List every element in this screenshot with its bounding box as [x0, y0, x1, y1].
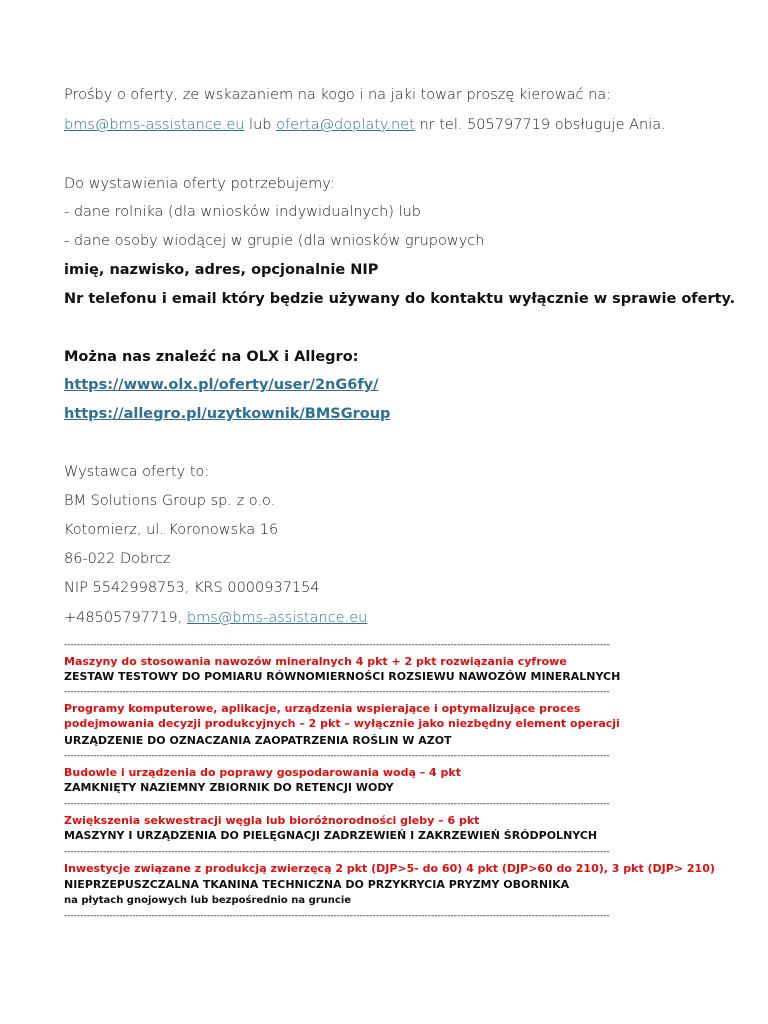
allegro-line: [64, 404, 390, 424]
issuer-phone: +48505797719,: [64, 610, 187, 626]
issuer-contact: [64, 608, 367, 628]
section-2-product: URZĄDZENIE DO OZNACZANIA ZAOPATRZENIA ROŚLIN W AZOT: [64, 734, 452, 747]
section-5-note: na płytach gnojowych lub bezpośrednio na gruncie: [64, 895, 352, 906]
requirement-bold-2: Nr telefonu i email który będzie używany do kontaktu wyłącznie w sprawie oferty.: [64, 291, 736, 307]
section-1-product: ZESTAW TESTOWY DO POMIARU RÓWNOMIERNOŚCI ROZSIEWU NAWOZÓW MINERALNYCH: [64, 670, 621, 683]
lub-text: lub: [244, 117, 277, 133]
requirement-item-1: - dane rolnika (dla wniosków indywidualnych) lub: [64, 204, 421, 220]
issuer-heading: Wystawca oferty to:: [64, 464, 210, 480]
divider: ------------------------------------------------------------------------------------------------------------------------------------------------------------------------: [64, 687, 610, 697]
olx-line: [64, 375, 378, 395]
section-4-product: MASZYNY I URZĄDZENIA DO PIELĘGNACJI ZADRZEWIEŃ I ZAKRZEWIEŃ ŚRÓDPOLNYCH: [64, 829, 598, 842]
section-4-criteria: Zwiększenia sekwestracji węgla lub bioróżnorodności gleby – 6 pkt: [64, 814, 480, 827]
section-1-criteria: Maszyny do stosowania nawozów mineralnych 4 pkt + 2 pkt rozwiązania cyfrowe: [64, 655, 567, 668]
issuer-postal: 86-022 Dobrcz: [64, 551, 171, 567]
section-5-criteria: Inwestycje związane z produkcją zwierzęcą 2 pkt (DJP>5- do 60) 4 pkt (DJP>60 do 210), 3 pkt (DJP> 210): [64, 862, 715, 875]
issuer-address: Kotomierz, ul. Koronowska 16: [64, 522, 279, 538]
divider: ------------------------------------------------------------------------------------------------------------------------------------------------------------------------: [64, 911, 610, 921]
intro-line: Prośby o oferty, ze wskazaniem na kogo i na jaki towar proszę kierować na:: [64, 87, 612, 103]
phone-text: nr tel. 505797719 obsługuje Ania.: [414, 117, 666, 133]
divider: ------------------------------------------------------------------------------------------------------------------------------------------------------------------------: [64, 751, 610, 761]
email-link-bms[interactable]: bms@bms-assistance.eu: [64, 117, 245, 133]
find-us-heading: Można nas znaleźć na OLX i Allegro:: [64, 349, 359, 365]
issuer-email-link[interactable]: bms@bms-assistance.eu: [186, 610, 368, 626]
email-link-oferta[interactable]: oferta@doplaty.net: [276, 117, 415, 133]
section-2-criteria-2: podejmowania decyzji produkcyjnych – 2 pkt – wyłącznie jako niezbędny element operacji: [64, 717, 620, 730]
allegro-link[interactable]: https://allegro.pl/uzytkownik/BMSGroup: [64, 406, 391, 422]
issuer-company: BM Solutions Group sp. z o.o.: [64, 493, 276, 509]
requirement-item-2: - dane osoby wiodącej w grupie (dla wniosków grupowych: [64, 233, 485, 249]
contact-line: [64, 115, 666, 135]
issuer-ids: NIP 5542998753, KRS 0000937154: [64, 580, 320, 596]
section-3-product: ZAMKNIĘTY NAZIEMNY ZBIORNIK DO RETENCJI WODY: [64, 781, 394, 794]
divider: ------------------------------------------------------------------------------------------------------------------------------------------------------------------------: [64, 847, 610, 857]
requirements-heading: Do wystawienia oferty potrzebujemy:: [64, 176, 335, 192]
olx-link[interactable]: https://www.olx.pl/oferty/user/2nG6fy/: [64, 377, 379, 393]
section-2-criteria-1: Programy komputerowe, aplikacje, urządzenia wspierające i optymalizujące proces: [64, 702, 581, 715]
section-5-product: NIEPRZEPUSZCZALNA TKANINA TECHNICZNA DO PRZYKRYCIA PRYZMY OBORNIKA: [64, 878, 570, 891]
section-3-criteria: Budowle i urządzenia do poprawy gospodarowania wodą – 4 pkt: [64, 766, 461, 779]
requirement-bold-1: imię, nazwisko, adres, opcjonalnie NIP: [64, 262, 379, 278]
divider: ------------------------------------------------------------------------------------------------------------------------------------------------------------------------: [64, 799, 610, 809]
divider: ------------------------------------------------------------------------------------------------------------------------------------------------------------------------: [64, 640, 610, 650]
